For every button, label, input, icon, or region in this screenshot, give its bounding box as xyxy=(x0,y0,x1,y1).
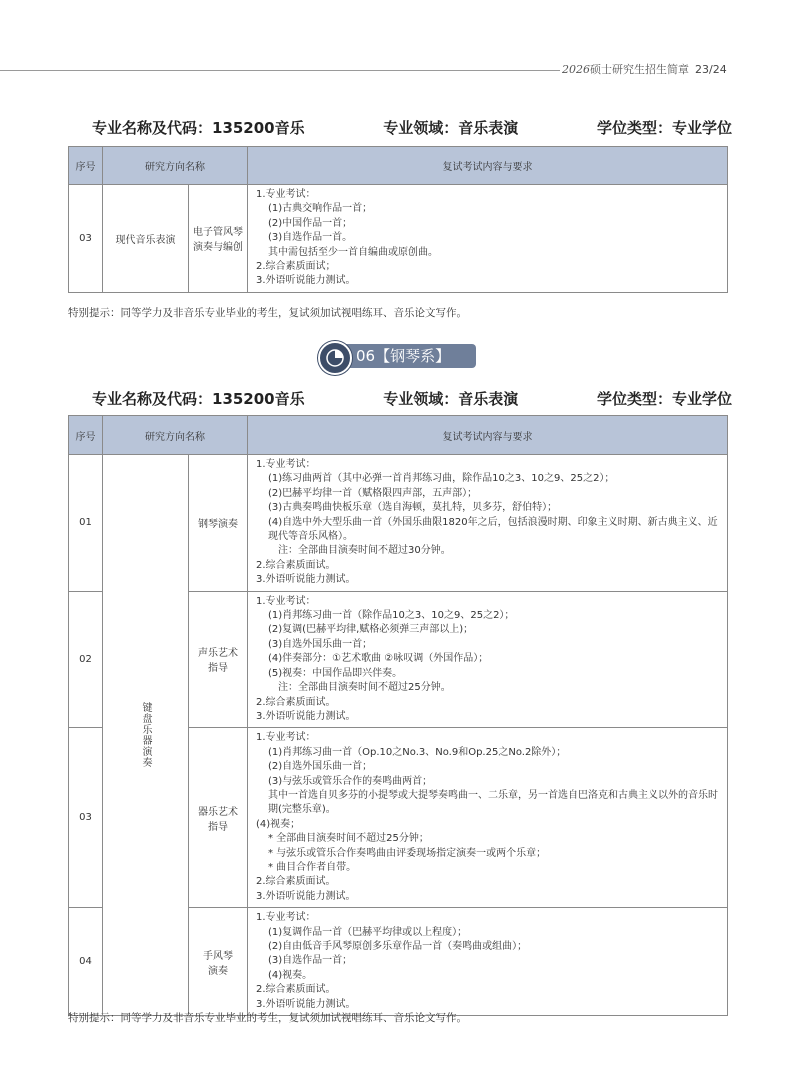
content-line: (1)古典交响作品一首； xyxy=(268,203,373,215)
header-direction: 研究方向名称 xyxy=(103,416,248,455)
major-name-code: 专业名称及代码：135200音乐 xyxy=(92,390,305,408)
content-line: (2)自由低音手风琴原创多乐章作品一首（奏鸣曲或组曲）； xyxy=(268,941,528,953)
content-line: * 曲目合作者自带。 xyxy=(268,861,357,873)
content-line: 2.综合素质面试。 xyxy=(256,876,336,888)
content-line: 1.专业考试： xyxy=(256,595,316,607)
major-field: 专业领域：音乐表演 xyxy=(383,119,519,137)
page-number: 23/24 xyxy=(695,63,727,76)
major-info-1 xyxy=(92,117,732,138)
content-line: (3)自选作品一首。 xyxy=(268,232,353,244)
content-line: 3.外语听说能力测试。 xyxy=(256,574,356,586)
header-year: 2026 xyxy=(562,63,590,76)
row-no: 03 xyxy=(69,185,103,293)
row-content xyxy=(248,455,728,592)
header-title: 硕士研究生招生简章 xyxy=(590,63,689,76)
content-line: (1)肖邦练习曲一首（Op.10之No.3、No.9和Op.25之No.2除外）； xyxy=(268,746,567,758)
content-line: (3)自选外国乐曲一首； xyxy=(268,638,373,650)
content-line: 其中需包括至少一首自编曲或原创曲。 xyxy=(268,246,438,258)
content-line: * 全部曲目演奏时间不超过25分钟； xyxy=(268,833,429,845)
content-line: (1)复调作品一首（巴赫平均律或以上程度）； xyxy=(268,926,468,938)
row-sub-direction: 声乐艺术指导 xyxy=(189,591,248,728)
content-line: (3)自选作品一首； xyxy=(268,955,353,967)
content-line: 注：全部曲目演奏时间不超过25分钟。 xyxy=(278,682,451,694)
header-rule xyxy=(0,70,560,71)
row-no: 04 xyxy=(69,908,103,1016)
requirements-table-2 xyxy=(68,415,728,1016)
content-line: (4)伴奏部分：①艺术歌曲 ②咏叹调（外国作品）； xyxy=(268,653,489,665)
row-content xyxy=(248,908,728,1016)
table-header-row xyxy=(69,147,728,185)
content-line: 注：全部曲目演奏时间不超过30分钟。 xyxy=(278,545,451,557)
content-line: 1.专业考试： xyxy=(256,189,316,200)
major-name-code: 专业名称及代码：135200音乐 xyxy=(92,119,305,137)
row-no: 01 xyxy=(69,455,103,592)
content-line: (4)自选中外大型乐曲一首（外国乐曲限1820年之后，包括浪漫时期、印象主义时期、新古典主义、近现代等音乐风格）。 xyxy=(268,516,718,543)
content-line: (5)视奏：中国作品即兴伴奏。 xyxy=(268,667,403,679)
content-line: (2)复调(巴赫平均律,赋格必须弹三声部以上)； xyxy=(268,624,474,636)
content-line: * 与弦乐或管乐合作奏鸣曲由评委现场指定演奏一或两个乐章； xyxy=(268,847,547,859)
content-line: (4)视奏； xyxy=(256,818,301,830)
page-header xyxy=(562,61,727,77)
content-line: (3)古典奏鸣曲快板乐章（选自海顿，莫扎特，贝多芬，舒伯特）； xyxy=(268,502,558,514)
content-line: 3.外语听说能力测试。 xyxy=(256,710,356,722)
row-sub-direction: 钢琴演奏 xyxy=(189,455,248,592)
content-line: (3)与弦乐或管乐合作的奏鸣曲两首； xyxy=(268,775,433,787)
header-content: 复试考试内容与要求 xyxy=(248,147,728,185)
content-line: 3.外语听说能力测试。 xyxy=(256,998,356,1010)
row-direction: 现代音乐表演 xyxy=(103,185,189,293)
table-header-row xyxy=(69,416,728,455)
content-line: 2.综合素质面试； xyxy=(256,261,336,273)
group-direction-label: 键盘乐器演奏 xyxy=(140,702,151,769)
group-direction xyxy=(103,455,189,1016)
content-line: 2.综合素质面试。 xyxy=(256,559,336,571)
row-content xyxy=(248,728,728,908)
content-line: 3.外语听说能力测试。 xyxy=(256,890,356,902)
department-title: 06【钢琴系】 xyxy=(356,347,451,365)
row-no: 03 xyxy=(69,728,103,908)
header-no: 序号 xyxy=(69,416,103,455)
row-sub-direction: 电子管风琴演奏与编创 xyxy=(189,185,248,293)
row-content xyxy=(248,185,728,293)
degree-type: 学位类型：专业学位 xyxy=(596,390,732,408)
content-line: 2.综合素质面试。 xyxy=(256,696,336,708)
content-line: 3.外语听说能力测试。 xyxy=(256,275,356,287)
content-line: 2.综合素质面试。 xyxy=(256,984,336,996)
content-line: 1.专业考试： xyxy=(256,732,316,744)
row-sub-direction: 器乐艺术指导 xyxy=(189,728,248,908)
table-row xyxy=(69,455,728,592)
content-line: (2)中国作品一首； xyxy=(268,217,353,229)
table-row xyxy=(69,185,728,293)
header-content: 复试考试内容与要求 xyxy=(248,416,728,455)
degree-type: 学位类型：专业学位 xyxy=(596,119,732,137)
content-line: (1)肖邦练习曲一首（除作品10之3、10之9、25之2）； xyxy=(268,610,515,622)
row-sub-direction: 手风琴演奏 xyxy=(189,908,248,1016)
content-line: (2)自选外国乐曲一首； xyxy=(268,761,373,773)
music-note-icon xyxy=(318,341,352,375)
major-info-2 xyxy=(92,388,732,409)
special-note-1: 特别提示：同等学力及非音乐专业毕业的考生，复试须加试视唱练耳、音乐论文写作。 xyxy=(68,307,467,319)
row-content xyxy=(248,591,728,728)
content-line: 1.专业考试： xyxy=(256,912,316,924)
row-no: 02 xyxy=(69,591,103,728)
content-line: (4)视奏。 xyxy=(268,969,313,981)
special-note-2: 特别提示：同等学力及非音乐专业毕业的考生，复试须加试视唱练耳、音乐论文写作。 xyxy=(68,1012,467,1024)
content-line: (1)练习曲两首（其中必弹一首肖邦练习曲，除作品10之3、10之9、25之2）； xyxy=(268,473,615,485)
content-line: (2)巴赫平均律一首（赋格限四声部，五声部）； xyxy=(268,487,478,499)
department-banner xyxy=(318,341,476,369)
requirements-table-1 xyxy=(68,146,728,293)
content-line: 其中一首选自贝多芬的小提琴或大提琴奏鸣曲一、二乐章，另一首选自巴洛克和古典主义以外的音乐时期(完整乐章)。 xyxy=(268,789,718,816)
header-no: 序号 xyxy=(69,147,103,185)
content-line: 1.专业考试： xyxy=(256,459,316,470)
header-direction: 研究方向名称 xyxy=(103,147,248,185)
major-field: 专业领域：音乐表演 xyxy=(383,390,519,408)
